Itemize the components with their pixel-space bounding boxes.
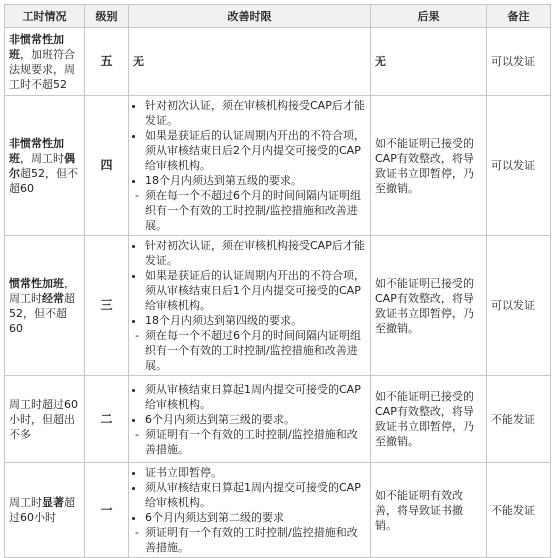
note-cell: 不能发证: [487, 376, 551, 463]
condition-text-2: 超过60小时: [9, 496, 75, 524]
condition-text: 周工时: [9, 496, 42, 509]
improve-cell: 无: [129, 28, 371, 96]
improve-cell: [129, 236, 371, 376]
condition-bold: 非惯常性加班: [9, 32, 64, 61]
consequence-cell: 如不能证明已接受的CAP有效整改，将导致证书立即暂停，乃至撤销。: [371, 96, 487, 236]
header-improve: 改善时限: [129, 5, 371, 28]
condition-text-2: 超52，但不超60: [9, 291, 75, 335]
improve-cell: [129, 376, 371, 463]
level-cell: 一: [85, 463, 129, 558]
level-cell: 五: [85, 28, 129, 96]
level-cell: 二: [85, 376, 129, 463]
improve-list: [133, 382, 366, 457]
condition-text: ，周工时: [20, 151, 64, 165]
note-cell: 可以发证: [487, 96, 551, 236]
condition-bold-2: 经常: [42, 291, 64, 305]
list-item: • 针对初次认证，须在审核机构接受CAP后才能发证。: [145, 238, 366, 268]
improve-list: [133, 98, 366, 233]
list-item: • 18个月内须达到第四级的要求。: [145, 313, 366, 328]
consequence-cell: 无: [371, 28, 487, 96]
consequence-cell: 如不能证明已接受的CAP有效整改，将导致证书立即暂停，乃至撤销。: [371, 236, 487, 376]
note-cell: 可以发证: [487, 236, 551, 376]
table-row: [5, 463, 551, 558]
improve-list: [133, 238, 366, 373]
consequence-cell: 如不能证明有效改善，将导致证书撤销。: [371, 463, 487, 558]
header-condition: 工时情况: [5, 5, 85, 28]
list-item: • 6个月内须达到第二级的要求: [145, 510, 366, 525]
working-hours-table: [4, 4, 551, 558]
table-row: [5, 96, 551, 236]
list-item: - 须证明有一个有效的工时控制/监控措施和改善措施。: [145, 427, 366, 457]
consequence-cell: 如不能证明已接受的CAP有效整改，将导致证书立即暂停，乃至撤销。: [371, 376, 487, 463]
list-item: - 须在每一个不超过6个月的时间间隔内证明组织有一个有效的工时控制/监控措施和改善进展。: [145, 328, 366, 373]
list-item: • 如果是获证后的认证周期内开出的不符合项，须从审核结束日后1个月内提交可接受的CAP给审核机构。: [145, 268, 366, 313]
improve-cell: [129, 463, 371, 558]
list-item: • 6个月内须达到第三级的要求。: [145, 412, 366, 427]
list-item: • 如果是获证后的认证周期内开出的不符合项，须从审核结束日后2个月内提交可接受的CAP给审核机构。: [145, 128, 366, 173]
level-cell: 三: [85, 236, 129, 376]
list-item: • 须从审核结束日算起1周内提交可接受的CAP给审核机构。: [145, 480, 366, 510]
header-level: 级别: [85, 5, 129, 28]
list-item: - 须在每一个不超过6个月的时间间隔内证明组织有一个有效的工时控制/监控措施和改善进展。: [145, 188, 366, 233]
list-item: • 18个月内须达到第五级的要求。: [145, 173, 366, 188]
table-row: [5, 236, 551, 376]
table-row: [5, 376, 551, 463]
header-note: 备注: [487, 5, 551, 28]
condition-cell: [5, 463, 85, 558]
list-item: • 针对初次认证，须在审核机构接受CAP后才能发证。: [145, 98, 366, 128]
condition-cell: [5, 96, 85, 236]
improve-list: [133, 465, 366, 555]
condition-cell: 周工时超过60小时，但超出不多: [5, 376, 85, 463]
level-cell: 四: [85, 96, 129, 236]
condition-cell: [5, 28, 85, 96]
list-item: - 须证明有一个有效的工时控制/监控措施和改善措施。: [145, 525, 366, 555]
header-row: [5, 5, 551, 28]
condition-bold: 惯常性加班: [9, 276, 64, 290]
note-cell: 可以发证: [487, 28, 551, 96]
condition-text: ，加班符合法规要求，周工时不超52: [9, 47, 75, 91]
condition-bold: 非惯常性加班: [9, 136, 64, 165]
note-cell: 不能发证: [487, 463, 551, 558]
condition-bold: 显著: [42, 496, 64, 509]
condition-bold-2: 偶尔: [9, 151, 75, 180]
improve-cell: [129, 96, 371, 236]
condition-text-2: 超52，但不超60: [9, 166, 78, 195]
header-consequence: 后果: [371, 5, 487, 28]
condition-text: ，周工时: [9, 276, 75, 305]
list-item: • 须从审核结束日算起1周内提交可接受的CAP给审核机构。: [145, 382, 366, 412]
condition-cell: [5, 236, 85, 376]
list-item: • 证书立即暂停。: [145, 465, 366, 480]
table-row: [5, 28, 551, 96]
